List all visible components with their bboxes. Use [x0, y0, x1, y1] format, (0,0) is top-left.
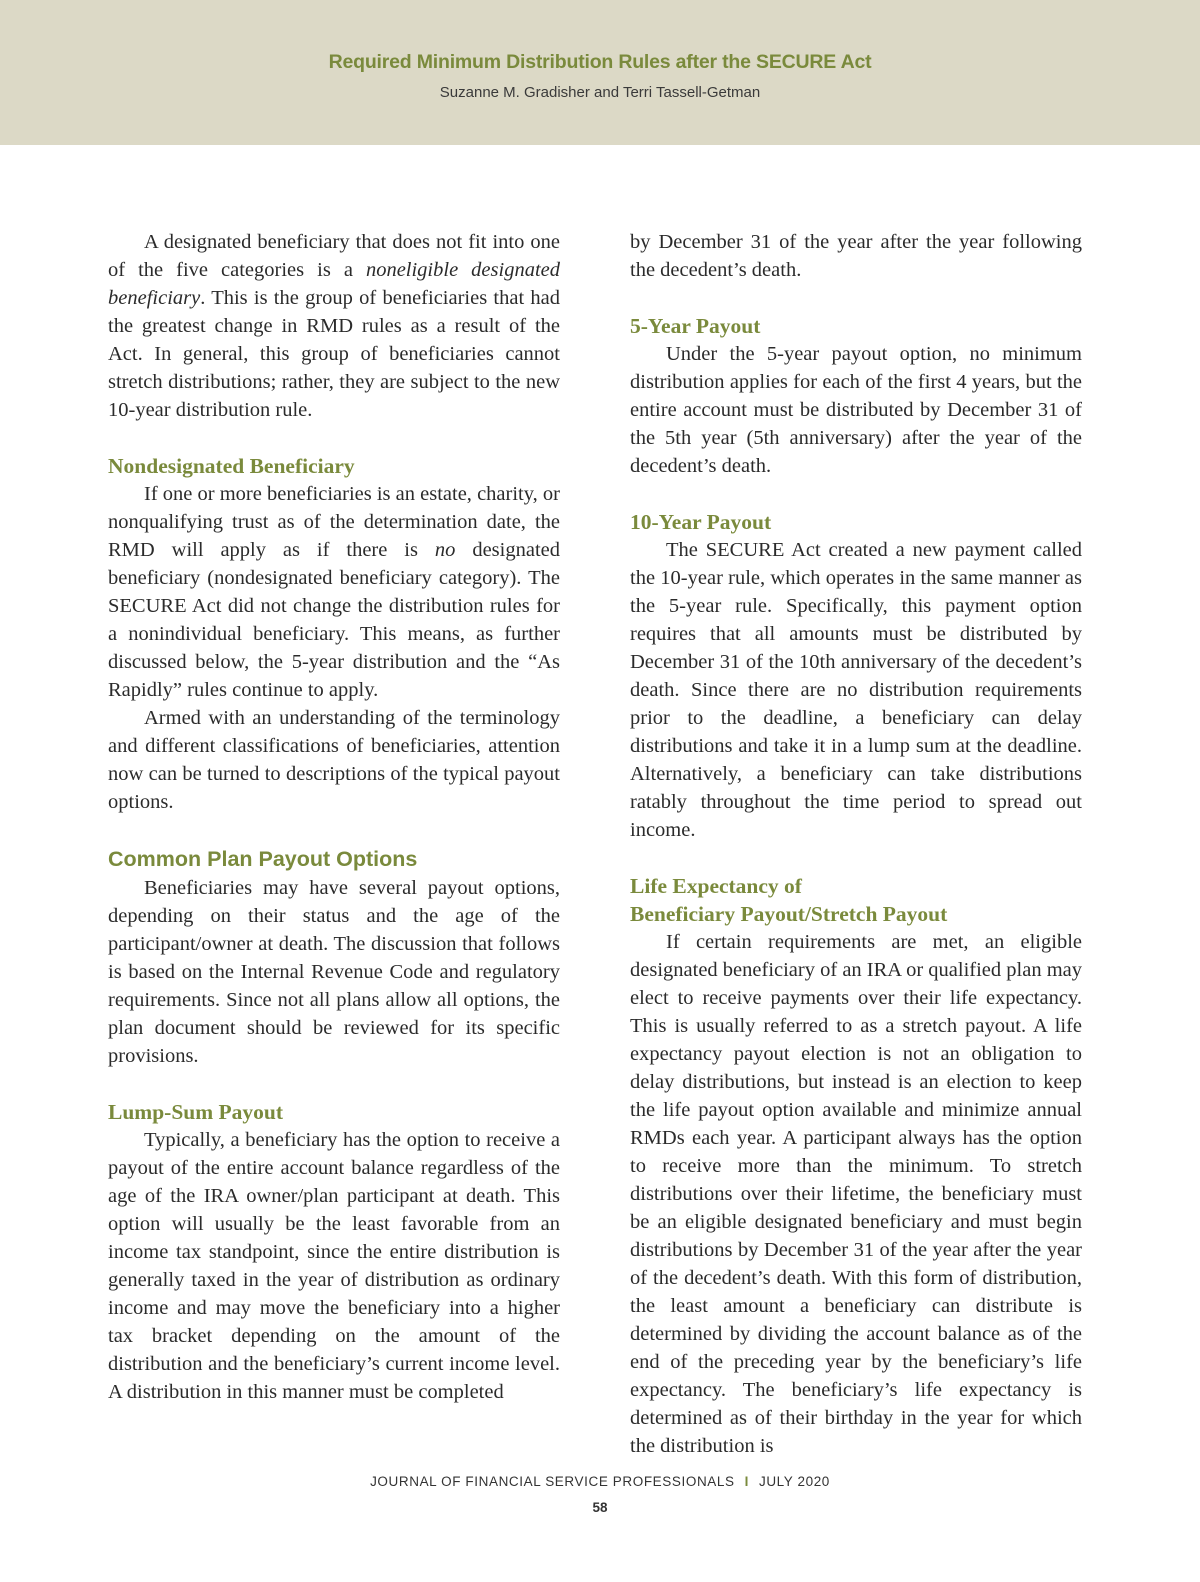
- paragraph-life-expectancy-payout: If certain requirements are met, an eligible designated beneficiary of an IRA or qualified plan may elect to receive payments over their life expectancy. This is usually referred to as a stretch payout. A life expectancy payout election is not an obligation to delay distributions, but instead is an election to keep the life payout option available and minimize annual RMDs each year. A participant always has the option to receive more than the minimum. To stretch distributions over their lifetime, the beneficiary must be an eligible designated beneficiary and must begin distributions by December 31 of the year after the year of the decedent’s death. With this form of distribution, the least amount a beneficiary can distribute is determined by dividing the account balance as of the end of the preceding year by the beneficiary’s life expectancy. The beneficiary’s life expectancy is determined as of their birthday in the year for which the distribution is: [630, 931, 1082, 1457]
- footer-journal-name: JOURNAL OF FINANCIAL SERVICE PROFESSIONALS: [370, 1474, 735, 1489]
- paragraph-10-year-payout: The SECURE Act created a new payment called the 10-year rule, which operates in the same manner as the 5-year rule. Specifically, this payment option requires that all amounts must be distributed by December 31 of the 10th anniversary of the decedent’s death. Since there are no distribution requirements prior to the deadline, a beneficiary can delay distributions and take it in a lump sum at the deadline. Alternatively, a beneficiary can take distributions ratably throughout the time period to spread out income.: [630, 539, 1082, 841]
- paragraph-5-year-payout: Under the 5-year payout option, no minimum distribution applies for each of the first 4 years, but the entire account must be distributed by December 31 of the 5th year (5th anniversary) after the year of the decedent’s death.: [630, 343, 1082, 477]
- paragraph-continuation: by December 31 of the year after the year following the decedent’s death.: [630, 231, 1082, 281]
- paragraph-common-plan-payout-options: Beneficiaries may have several payout options, depending on their status and the age of the participant/owner at death. The discussion that follows is based on the Internal Revenue Code and regulatory requirements. Since not all plans allow all options, the plan document should be reviewed for its specific provisions.: [108, 877, 560, 1067]
- page-number: 58: [592, 1500, 608, 1515]
- footer-journal-line: [0, 1474, 1200, 1489]
- right-column: [630, 228, 1082, 1460]
- running-title: Required Minimum Distribution Rules after the SECURE Act: [328, 51, 872, 73]
- paragraph-noneligible-beneficiary: A designated beneficiary that does not fit into one of the five categories is a noneligible designated beneficiary. This is the group of beneficiaries that had the greatest change in RMD rules as a result of the Act. In general, this group of beneficiaries cannot stretch distributions; rather, they are subject to the new 10-year distribution rule.: [108, 231, 560, 421]
- heading-nondesignated-beneficiary: Nondesignated Beneficiary: [108, 454, 355, 478]
- heading-10-year-payout: 10-Year Payout: [630, 510, 772, 534]
- heading-lump-sum-payout: Lump-Sum Payout: [108, 1100, 284, 1124]
- paragraph-lump-sum-payout: Typically, a beneficiary has the option to receive a payout of the entire account balance regardless of the age of the IRA owner/plan participant at death. This option will usually be the least favorable from an income tax standpoint, since the entire distribution is generally taxed in the year of distribution as ordinary income and may move the beneficiary into a higher tax bracket depending on the amount of the distribution and the beneficiary’s current income level. A distribution in this manner must be completed: [108, 1129, 560, 1403]
- heading-life-expectancy-payout: Life Expectancy of Beneficiary Payout/Stretch Payout: [630, 874, 948, 926]
- running-authors: Suzanne M. Gradisher and Terri Tassell-Getman: [439, 84, 761, 101]
- left-column: [108, 228, 560, 1406]
- paragraph-terminology: Armed with an understanding of the terminology and different classifications of beneficiaries, attention now can be turned to descriptions of the typical payout options.: [108, 707, 560, 813]
- paragraph-nondesignated-beneficiary: If one or more beneficiaries is an estate, charity, or nonqualifying trust as of the determination date, the RMD will apply as if there is no designated beneficiary (nondesignated beneficiary category). The SECURE Act did not change the distribution rules for a nonindividual beneficiary. This means, as further discussed below, the 5-year distribution and the “As Rapidly” rules continue to apply.: [108, 483, 561, 701]
- heading-common-plan-payout-options: Common Plan Payout Options: [108, 847, 418, 871]
- footer-separator: I: [744, 1474, 749, 1489]
- heading-5-year-payout: 5-Year Payout: [630, 314, 761, 338]
- footer-date: JULY 2020: [758, 1474, 830, 1489]
